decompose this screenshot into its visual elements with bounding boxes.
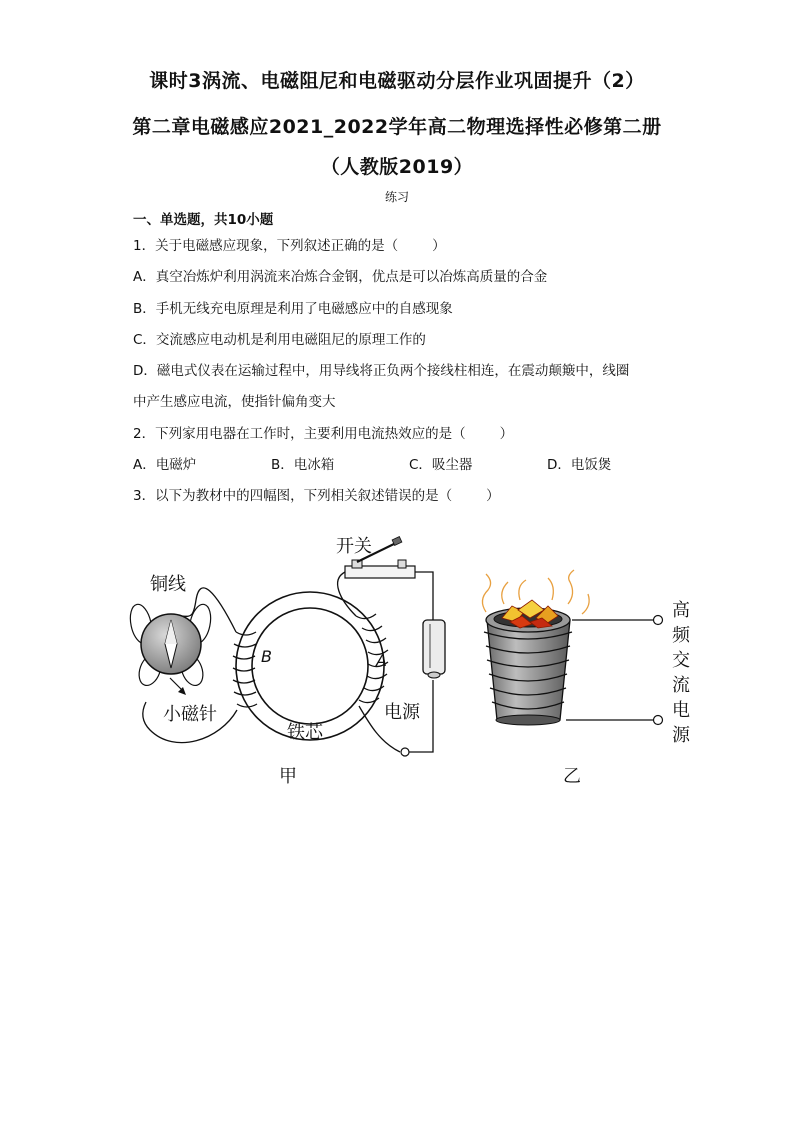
- question-1-stem: [133, 234, 446, 254]
- subtitle: 练习: [384, 190, 409, 204]
- title-line-3: （人教版2019）: [320, 156, 474, 178]
- terminal-top: [654, 616, 663, 625]
- terminal: [401, 748, 409, 756]
- question-1-option-d-cont: 中产生感应电流，使指针偏角变大: [133, 394, 336, 410]
- source-label-5: 电: [672, 700, 690, 721]
- source-label-6: 源: [672, 725, 690, 746]
- iron-core: [236, 592, 384, 740]
- copper-wire-label: 铜线: [150, 574, 186, 595]
- furnace: [484, 600, 572, 725]
- question-1-option-b: B．手机无线充电原理是利用了电磁感应中的自感现象: [133, 301, 453, 317]
- compass-label: 小磁针: [163, 704, 217, 725]
- source-label-4: 流: [672, 675, 690, 696]
- terminal-bottom: [654, 716, 663, 725]
- question-1-stem-text: 1．关于电磁感应现象，下列叙述正确的是（: [133, 238, 399, 254]
- question-1-stem-close: ）: [432, 238, 446, 254]
- title-line-1: 课时3涡流、电磁阻尼和电磁驱动分层作业巩固提升（2）: [149, 70, 645, 92]
- question-3-stem-text: 3．以下为教材中的四幅图，下列相关叙述错误的是（: [133, 488, 453, 504]
- section-heading: 一、单选题，共10小题: [133, 212, 274, 228]
- figure-yi: [482, 570, 691, 787]
- source-label-1: 高: [672, 600, 690, 621]
- question-2-stem-text: 2．下列家用电器在工作时，主要利用电流热效应的是（: [133, 426, 466, 442]
- source-label-2: 频: [672, 625, 690, 646]
- source-leads: [566, 620, 654, 720]
- question-1-option-c: C．交流感应电动机是利用电磁阻尼的原理工作的: [133, 332, 426, 348]
- question-2-option-d: D．电饭煲: [547, 457, 612, 473]
- switch-label: 开关: [336, 536, 372, 557]
- coil-b: [233, 632, 257, 707]
- core-label: 铁芯: [287, 722, 323, 743]
- figure: [0, 520, 794, 800]
- question-2-stem: [133, 422, 513, 442]
- question-3-stem: [133, 484, 500, 504]
- power-label: 电源: [384, 702, 420, 723]
- question-2-option-c: C．吸尘器: [409, 457, 473, 473]
- title-line-2: 第二章电磁感应2021_2022学年高二物理选择性必修第二册: [132, 116, 662, 138]
- compass: [127, 602, 214, 688]
- question-3-stem-close: ）: [486, 488, 500, 504]
- figure-jia: [127, 536, 445, 787]
- question-1-option-a: A．真空冶炼炉利用涡流来冶炼合金钢，优点是可以冶炼高质量的合金: [133, 269, 548, 285]
- battery: [423, 620, 445, 678]
- question-2-option-b: B．电冰箱: [271, 457, 335, 473]
- question-2-option-a: A．电磁炉: [133, 457, 197, 473]
- coil-a-label: A: [376, 651, 387, 670]
- question-1-option-d: D．磁电式仪表在运输过程中，用导线将正负两个接线柱相连，在震动颠簸中，线圈: [133, 363, 630, 379]
- caption-yi: 乙: [563, 766, 581, 787]
- question-2-stem-close: ）: [499, 426, 514, 442]
- caption-jia: 甲: [279, 766, 297, 787]
- coil-b-label: B: [261, 647, 272, 666]
- source-label-3: 交: [672, 650, 690, 671]
